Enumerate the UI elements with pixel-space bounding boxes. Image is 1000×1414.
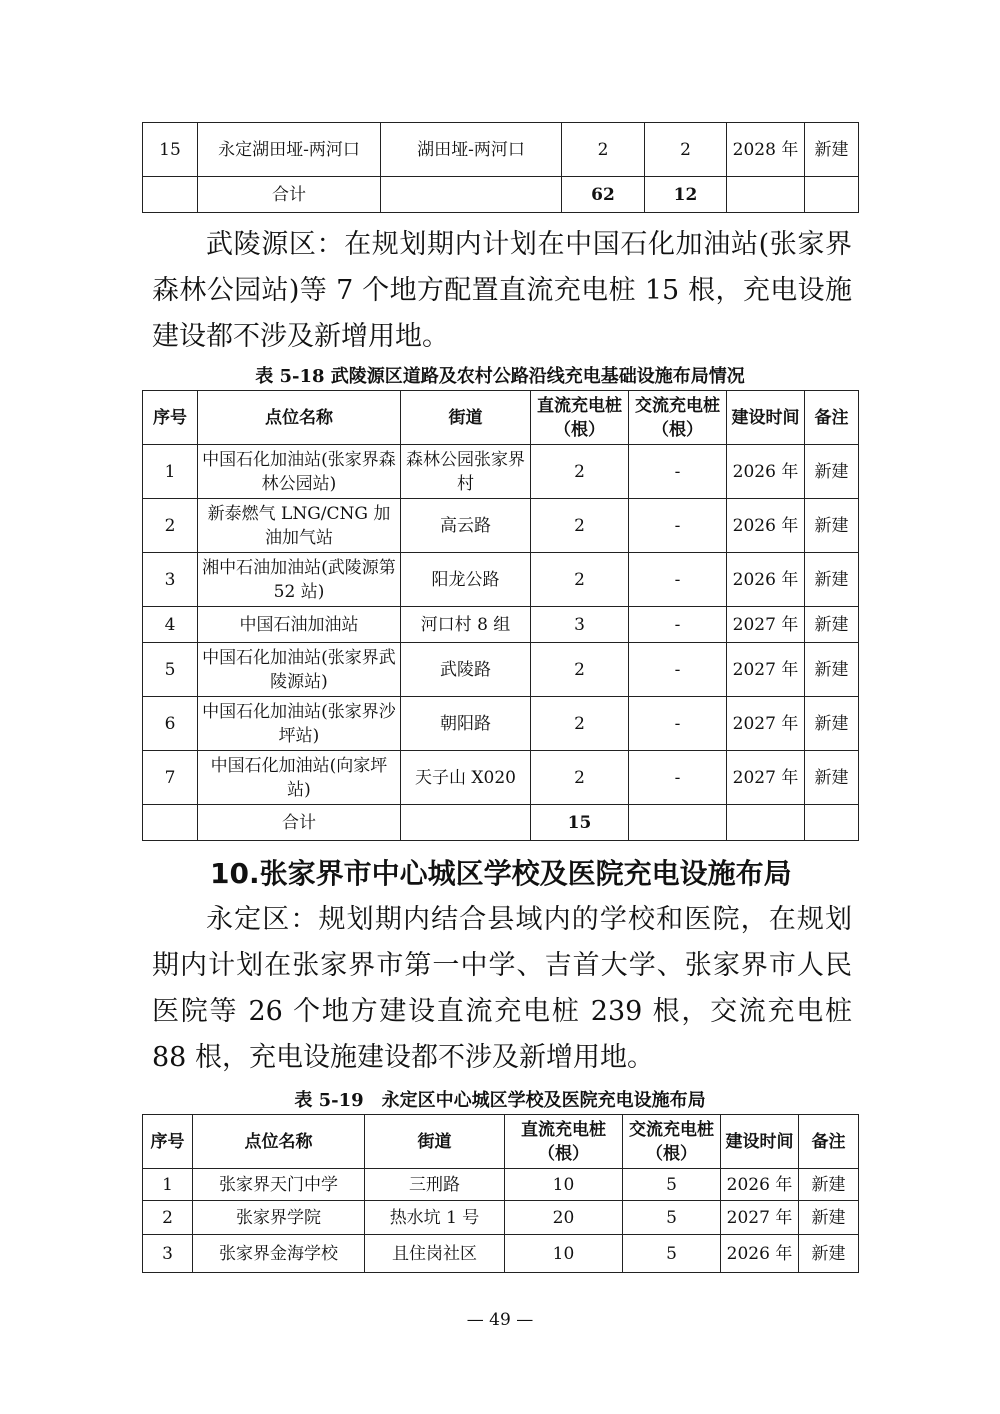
cell-street: 朝阳路 (401, 697, 531, 751)
header-row (143, 391, 859, 445)
cell-year: 2027 年 (727, 751, 805, 805)
cell-ac: 5 (623, 1235, 721, 1273)
cell-name: 永定湖田垭-两河口 (198, 123, 381, 177)
header-row (143, 1115, 859, 1169)
cell-dc: 2 (531, 751, 629, 805)
cell-year: 2026 年 (721, 1235, 799, 1273)
cell-note: 新建 (799, 1201, 859, 1235)
cell-note: 新建 (805, 499, 859, 553)
paragraph-wulingyuan: 武陵源区：在规划期内计划在中国石化加油站(张家界森林公园站)等 7 个地方配置直流充电桩 15 根，充电设施建设都不涉及新增用地。 (152, 229, 852, 352)
header-name: 点位名称 (198, 391, 401, 445)
header-ac: 交流充电桩（根） (623, 1115, 721, 1169)
table-row (143, 751, 859, 805)
table-row (143, 643, 859, 697)
table-row (143, 123, 859, 177)
cell-street: 三刑路 (365, 1169, 505, 1201)
cell-year: 2028 年 (727, 123, 805, 177)
cell-ac: - (629, 499, 727, 553)
table-5-18 (142, 390, 859, 841)
cell-street: 武陵路 (401, 643, 531, 697)
cell-note: 新建 (805, 643, 859, 697)
table-5-19-caption: 表 5-19 永定区中心城区学校及医院充电设施布局 (294, 1090, 706, 1111)
cell-no: 2 (143, 1201, 193, 1235)
table-row (143, 553, 859, 607)
cell-name: 新泰燃气 LNG/CNG 加油加气站 (198, 499, 401, 553)
section-heading-10: 10.张家界市中心城区学校及医院充电设施布局 (210, 857, 792, 890)
cell-name: 中国石油加油站 (198, 607, 401, 643)
cell-ac: - (629, 553, 727, 607)
cell-street: 热水坑 1 号 (365, 1201, 505, 1235)
header-name: 点位名称 (193, 1115, 365, 1169)
cell-name: 中国石化加油站(张家界武陵源站) (198, 643, 401, 697)
cell-no: 7 (143, 751, 198, 805)
cell-street: 天子山 X020 (401, 751, 531, 805)
header-street: 街道 (401, 391, 531, 445)
cell-no: 4 (143, 607, 198, 643)
cell-name: 湘中石油加油站(武陵源第 52 站) (198, 553, 401, 607)
total-dc: 62 (562, 177, 645, 213)
table-row (143, 607, 859, 643)
total-label: 合计 (198, 805, 401, 841)
cell-note: 新建 (805, 697, 859, 751)
page-number: — 49 — (466, 1310, 534, 1330)
header-year: 建设时间 (721, 1115, 799, 1169)
cell-dc: 2 (531, 643, 629, 697)
cell-no: 2 (143, 499, 198, 553)
table-row (143, 1235, 859, 1273)
header-dc: 直流充电桩（根） (505, 1115, 623, 1169)
cell-no: 3 (143, 553, 198, 607)
cell-street: 阳龙公路 (401, 553, 531, 607)
cell-street: 且住岗社区 (365, 1235, 505, 1273)
cell-note: 新建 (805, 751, 859, 805)
cell-no: 5 (143, 643, 198, 697)
cell-street: 高云路 (401, 499, 531, 553)
cell-note: 新建 (805, 445, 859, 499)
cell-note: 新建 (799, 1169, 859, 1201)
cell-year: 2027 年 (721, 1201, 799, 1235)
cell-dc: 3 (531, 607, 629, 643)
cell-ac: 5 (623, 1201, 721, 1235)
header-year: 建设时间 (727, 391, 805, 445)
cell-name: 张家界天门中学 (193, 1169, 365, 1201)
cell-name: 中国石化加油站(张家界森林公园站) (198, 445, 401, 499)
cell-dc: 2 (531, 697, 629, 751)
cell-year: 2026 年 (727, 445, 805, 499)
header-dc: 直流充电桩（根） (531, 391, 629, 445)
paragraph-yongding: 永定区：规划期内结合县域内的学校和医院，在规划期内计划在张家界市第一中学、吉首大学、张家界市人民医院等 26 个地方建设直流充电桩 239 根，交流充电桩 88 根，充电设施建设都不涉及新增用地。 (152, 904, 852, 1073)
table-row (143, 1201, 859, 1235)
cell-name: 中国石化加油站(向家坪站) (198, 751, 401, 805)
cell-no: 3 (143, 1235, 193, 1273)
cell-ac: - (629, 607, 727, 643)
table-5-19 (142, 1114, 859, 1273)
cell-year: 2027 年 (727, 697, 805, 751)
total-label: 合计 (198, 177, 381, 213)
total-row (143, 805, 859, 841)
cell-street: 河口村 8 组 (401, 607, 531, 643)
cell-year: 2026 年 (727, 499, 805, 553)
cell-note: 新建 (805, 123, 859, 177)
cell-name: 张家界学院 (193, 1201, 365, 1235)
header-no: 序号 (143, 1115, 193, 1169)
cell-dc: 20 (505, 1201, 623, 1235)
header-no: 序号 (143, 391, 198, 445)
header-street: 街道 (365, 1115, 505, 1169)
cell-ac: - (629, 751, 727, 805)
cell-no: 6 (143, 697, 198, 751)
header-note: 备注 (805, 391, 859, 445)
cell-dc: 2 (531, 553, 629, 607)
table-row (143, 1169, 859, 1201)
cell-dc: 10 (505, 1235, 623, 1273)
total-ac: 12 (645, 177, 727, 213)
cell-dc: 2 (531, 445, 629, 499)
cell-no: 1 (143, 1169, 193, 1201)
cell-dc: 2 (562, 123, 645, 177)
cell-year: 2027 年 (727, 643, 805, 697)
table-5-18-caption: 表 5-18 武陵源区道路及农村公路沿线充电基础设施布局情况 (255, 366, 745, 387)
cell-note: 新建 (805, 553, 859, 607)
table-row (143, 445, 859, 499)
cell-ac: - (629, 445, 727, 499)
cell-note: 新建 (799, 1235, 859, 1273)
table-row (143, 697, 859, 751)
total-row (143, 177, 859, 213)
header-note: 备注 (799, 1115, 859, 1169)
table-row (143, 499, 859, 553)
cell-name: 张家界金海学校 (193, 1235, 365, 1273)
cell-note: 新建 (805, 607, 859, 643)
table-continued (142, 122, 859, 213)
header-ac: 交流充电桩（根） (629, 391, 727, 445)
cell-street: 森林公园张家界村 (401, 445, 531, 499)
cell-dc: 2 (531, 499, 629, 553)
cell-no: 15 (143, 123, 198, 177)
cell-year: 2027 年 (727, 607, 805, 643)
cell-street: 湖田垭-两河口 (381, 123, 562, 177)
cell-name: 中国石化加油站(张家界沙坪站) (198, 697, 401, 751)
cell-no: 1 (143, 445, 198, 499)
cell-ac: - (629, 697, 727, 751)
cell-year: 2026 年 (727, 553, 805, 607)
cell-ac: 5 (623, 1169, 721, 1201)
total-dc: 15 (531, 805, 629, 841)
cell-ac: - (629, 643, 727, 697)
cell-year: 2026 年 (721, 1169, 799, 1201)
cell-ac: 2 (645, 123, 727, 177)
cell-dc: 10 (505, 1169, 623, 1201)
